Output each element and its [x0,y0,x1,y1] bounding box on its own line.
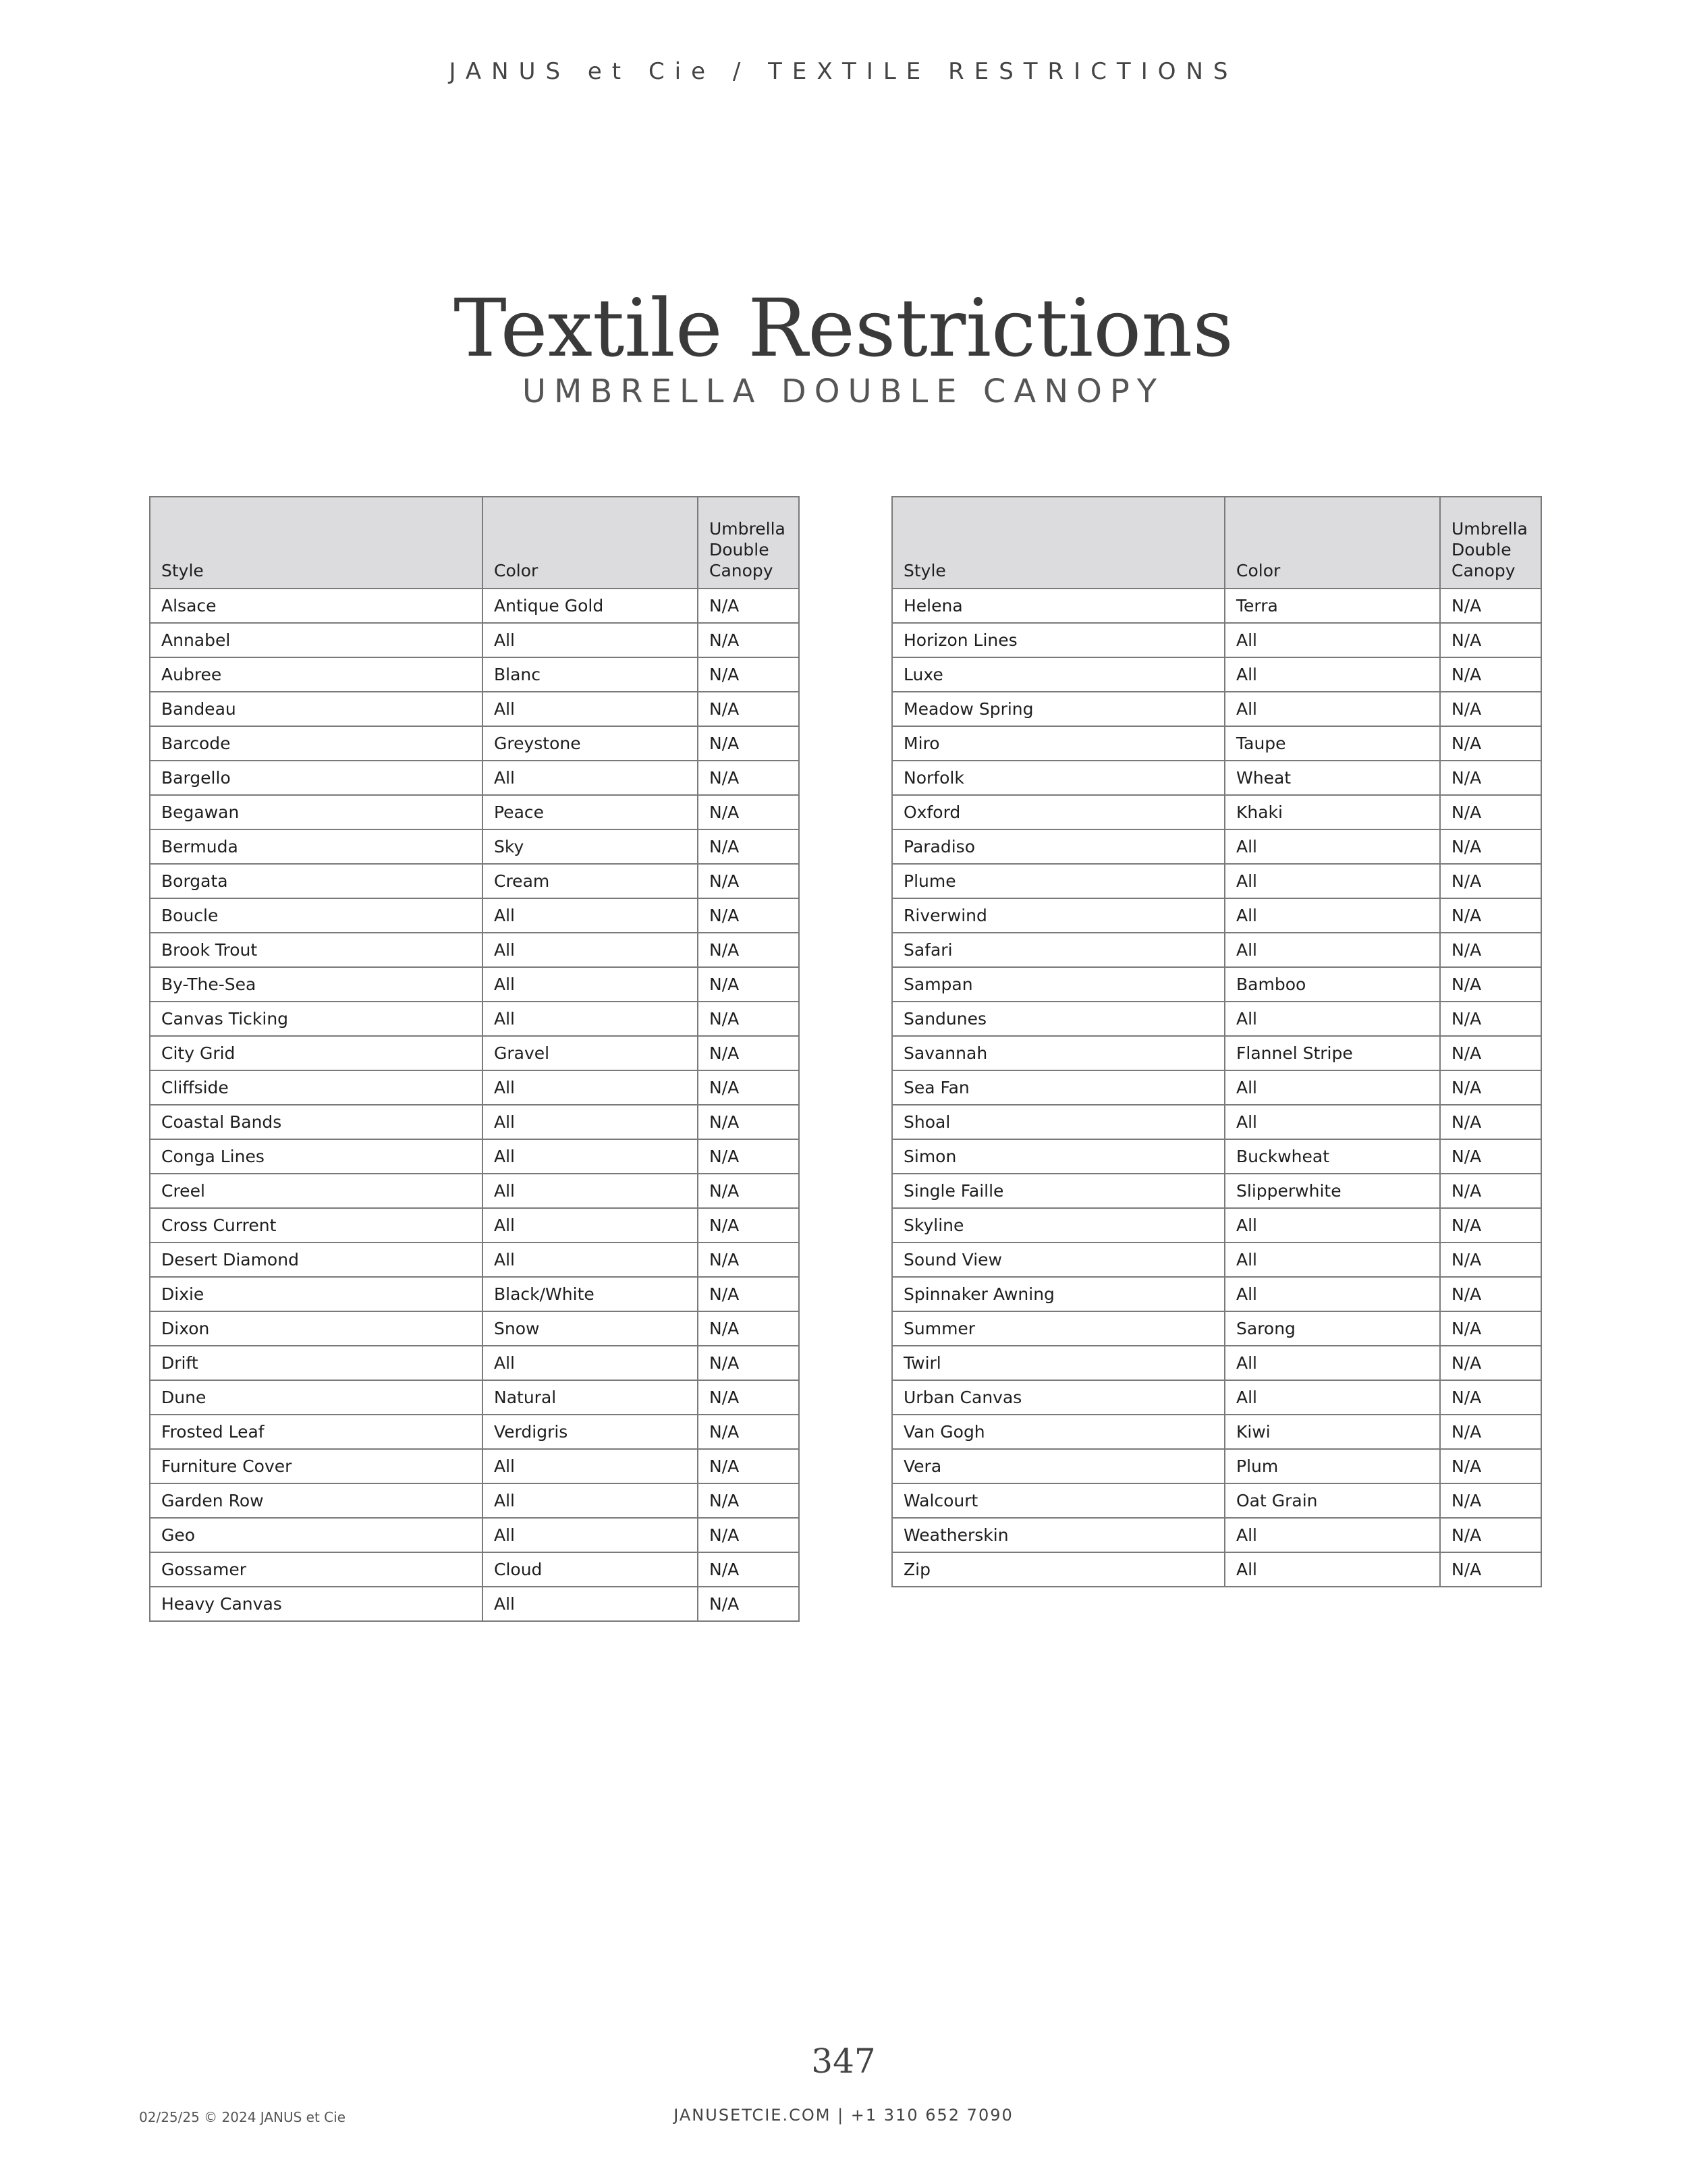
color-cell: All [482,1243,698,1277]
restriction-cell: N/A [1440,933,1541,967]
table-row [150,1311,799,1346]
restriction-cell: N/A [698,1587,799,1621]
color-cell: All [482,761,698,795]
page-subtitle: UMBRELLA DOUBLE CANOPY [522,373,1165,410]
restriction-cell: N/A [698,1415,799,1449]
table-row [150,1277,799,1311]
restriction-cell: N/A [1440,1518,1541,1552]
table-row [892,1105,1541,1139]
color-cell: All [1225,829,1440,864]
table-row [150,1380,799,1415]
table-row [892,657,1541,692]
table-row [892,898,1541,933]
style-cell: Skyline [892,1208,1225,1243]
color-cell: All [1225,1002,1440,1036]
color-cell: Plum [1225,1449,1440,1483]
style-cell: Van Gogh [892,1415,1225,1449]
style-cell: Brook Trout [150,933,482,967]
style-cell: Garden Row [150,1483,482,1518]
restriction-cell: N/A [698,864,799,898]
style-cell: Oxford [892,795,1225,829]
color-cell: Oat Grain [1225,1483,1440,1518]
restriction-cell: N/A [698,761,799,795]
table-row [150,1483,799,1518]
color-cell: Cream [482,864,698,898]
color-cell: Taupe [1225,726,1440,761]
color-cell: Sarong [1225,1311,1440,1346]
color-cell: Natural [482,1380,698,1415]
table-row [892,623,1541,657]
style-cell: Boucle [150,898,482,933]
restriction-cell: N/A [1440,829,1541,864]
style-cell: Drift [150,1346,482,1380]
table-row [150,1552,799,1587]
restriction-cell: N/A [1440,898,1541,933]
style-column-header: Style [150,497,482,589]
restriction-cell: N/A [1440,761,1541,795]
style-cell: Paradiso [892,829,1225,864]
restriction-cell: N/A [698,898,799,933]
table-row [892,1174,1541,1208]
restriction-cell: N/A [1440,623,1541,657]
style-cell: Dixie [150,1277,482,1311]
style-cell: Coastal Bands [150,1105,482,1139]
color-cell: All [482,898,698,933]
color-cell: Black/White [482,1277,698,1311]
table-row [150,1346,799,1380]
color-cell: All [482,1070,698,1105]
style-cell: Heavy Canvas [150,1587,482,1621]
table-row [150,761,799,795]
color-cell: Terra [1225,589,1440,623]
color-cell: All [482,1346,698,1380]
table-row [892,1277,1541,1311]
table-row [892,589,1541,623]
restriction-cell: N/A [698,1518,799,1552]
restriction-cell: N/A [698,657,799,692]
table-row [892,1139,1541,1174]
restriction-cell: N/A [1440,1483,1541,1518]
running-header: JANUS et Cie / TEXTILE RESTRICTIONS [449,58,1238,85]
table-row [892,864,1541,898]
table-row [150,1036,799,1070]
table-row [150,1518,799,1552]
umbrella-column-header: Umbrella Double Canopy [1440,497,1541,589]
table-row [150,933,799,967]
table-row [150,657,799,692]
restriction-cell: N/A [698,589,799,623]
restriction-cell: N/A [1440,967,1541,1002]
color-cell: Sky [482,829,698,864]
style-cell: Geo [150,1518,482,1552]
table-row [892,795,1541,829]
table-row [150,623,799,657]
style-cell: Bargello [150,761,482,795]
restriction-cell: N/A [1440,864,1541,898]
style-cell: Safari [892,933,1225,967]
style-cell: Shoal [892,1105,1225,1139]
style-cell: Cross Current [150,1208,482,1243]
table-row [150,1139,799,1174]
table-row [892,1002,1541,1036]
table-row [892,1208,1541,1243]
restriction-cell: N/A [1440,1002,1541,1036]
table-row [150,726,799,761]
color-cell: All [1225,1346,1440,1380]
restrictions-table-left [149,496,800,1622]
style-cell: Bermuda [150,829,482,864]
restrictions-table-right [891,496,1542,1587]
color-cell: All [1225,933,1440,967]
color-cell: All [482,623,698,657]
color-cell: All [482,1174,698,1208]
style-cell: Furniture Cover [150,1449,482,1483]
table-row [150,1415,799,1449]
table-row [892,829,1541,864]
restriction-cell: N/A [1440,1380,1541,1415]
restriction-cell: N/A [1440,1311,1541,1346]
style-cell: Bandeau [150,692,482,726]
table-row [150,1587,799,1621]
restriction-cell: N/A [1440,1105,1541,1139]
style-cell: Cliffside [150,1070,482,1105]
color-cell: All [1225,1208,1440,1243]
style-cell: Plume [892,864,1225,898]
restriction-cell: N/A [698,1036,799,1070]
restriction-cell: N/A [698,1002,799,1036]
style-cell: Sea Fan [892,1070,1225,1105]
restriction-cell: N/A [1440,1415,1541,1449]
table-row [892,1346,1541,1380]
footer-date-copyright: 02/25/25 © 2024 JANUS et Cie [139,2109,346,2125]
color-cell: All [482,1139,698,1174]
style-cell: Riverwind [892,898,1225,933]
color-cell: Kiwi [1225,1415,1440,1449]
color-cell: All [1225,864,1440,898]
color-cell: All [482,1449,698,1483]
table-row [150,898,799,933]
style-cell: Dune [150,1380,482,1415]
style-cell: Gossamer [150,1552,482,1587]
color-cell: Wheat [1225,761,1440,795]
color-cell: All [482,1483,698,1518]
restriction-cell: N/A [1440,1277,1541,1311]
table-row [150,1002,799,1036]
color-column-header: Color [1225,497,1440,589]
style-cell: Meadow Spring [892,692,1225,726]
restriction-cell: N/A [698,692,799,726]
color-cell: Blanc [482,657,698,692]
restriction-cell: N/A [698,795,799,829]
color-cell: All [482,1587,698,1621]
color-cell: All [1225,1105,1440,1139]
restriction-cell: N/A [1440,726,1541,761]
color-cell: All [1225,1552,1440,1587]
table-row [150,829,799,864]
restriction-cell: N/A [698,623,799,657]
color-cell: All [1225,898,1440,933]
color-cell: Cloud [482,1552,698,1587]
restriction-cell: N/A [1440,1449,1541,1483]
style-cell: Weatherskin [892,1518,1225,1552]
style-column-header: Style [892,497,1225,589]
restriction-cell: N/A [698,1380,799,1415]
page-title: Textile Restrictions [453,281,1234,375]
table-row [150,795,799,829]
restriction-cell: N/A [698,1174,799,1208]
color-cell: All [1225,1070,1440,1105]
style-cell: Frosted Leaf [150,1415,482,1449]
color-cell: Bamboo [1225,967,1440,1002]
style-cell: Conga Lines [150,1139,482,1174]
style-cell: Sampan [892,967,1225,1002]
restriction-cell: N/A [698,726,799,761]
table-row [150,1449,799,1483]
restriction-cell: N/A [698,967,799,1002]
style-cell: Dixon [150,1311,482,1346]
restriction-cell: N/A [1440,1243,1541,1277]
color-cell: Gravel [482,1036,698,1070]
color-cell: All [482,692,698,726]
restriction-cell: N/A [698,933,799,967]
table-row [892,1070,1541,1105]
table-row [892,1518,1541,1552]
style-cell: Helena [892,589,1225,623]
table-row [892,967,1541,1002]
style-cell: Vera [892,1449,1225,1483]
restriction-cell: N/A [1440,692,1541,726]
restriction-cell: N/A [1440,1208,1541,1243]
restriction-cell: N/A [698,1208,799,1243]
style-cell: Creel [150,1174,482,1208]
style-cell: Summer [892,1311,1225,1346]
style-cell: Barcode [150,726,482,761]
restriction-cell: N/A [698,1449,799,1483]
restriction-cell: N/A [698,1139,799,1174]
restriction-cell: N/A [1440,1036,1541,1070]
style-cell: By-The-Sea [150,967,482,1002]
table-row [892,1483,1541,1518]
color-cell: Greystone [482,726,698,761]
page-number: 347 [811,2042,876,2081]
style-cell: Annabel [150,623,482,657]
color-cell: All [1225,657,1440,692]
style-cell: Simon [892,1139,1225,1174]
style-cell: Twirl [892,1346,1225,1380]
color-cell: All [1225,623,1440,657]
color-cell: All [482,1518,698,1552]
color-cell: All [1225,692,1440,726]
table-row [892,1449,1541,1483]
table-row [150,967,799,1002]
style-cell: Urban Canvas [892,1380,1225,1415]
style-cell: Horizon Lines [892,623,1225,657]
style-cell: Sound View [892,1243,1225,1277]
color-cell: All [482,1002,698,1036]
table-row [892,1243,1541,1277]
restriction-cell: N/A [698,1311,799,1346]
table-row [892,1380,1541,1415]
color-cell: All [1225,1243,1440,1277]
style-cell: Sandunes [892,1002,1225,1036]
restriction-cell: N/A [698,1070,799,1105]
restriction-cell: N/A [1440,589,1541,623]
color-cell: All [1225,1277,1440,1311]
style-cell: Luxe [892,657,1225,692]
restriction-cell: N/A [698,1277,799,1311]
footer-contact: JANUSETCIE.COM | +1 310 652 7090 [673,2106,1014,2125]
table-row [892,1036,1541,1070]
table-row [150,1174,799,1208]
restriction-cell: N/A [698,1243,799,1277]
color-cell: All [1225,1380,1440,1415]
table-row [150,864,799,898]
table-row [150,1208,799,1243]
color-cell: Peace [482,795,698,829]
table-row [892,726,1541,761]
table-row [892,761,1541,795]
color-cell: Khaki [1225,795,1440,829]
table-row [892,933,1541,967]
restriction-cell: N/A [1440,1070,1541,1105]
style-cell: Savannah [892,1036,1225,1070]
restriction-cell: N/A [1440,1552,1541,1587]
restriction-cell: N/A [1440,795,1541,829]
table-row [892,1415,1541,1449]
restriction-cell: N/A [1440,657,1541,692]
restriction-cell: N/A [1440,1174,1541,1208]
color-cell: All [1225,1518,1440,1552]
color-cell: Snow [482,1311,698,1346]
style-cell: Canvas Ticking [150,1002,482,1036]
color-cell: Flannel Stripe [1225,1036,1440,1070]
restriction-cell: N/A [698,1346,799,1380]
umbrella-column-header: Umbrella Double Canopy [698,497,799,589]
style-cell: City Grid [150,1036,482,1070]
style-cell: Zip [892,1552,1225,1587]
style-cell: Begawan [150,795,482,829]
color-cell: All [482,1105,698,1139]
restriction-cell: N/A [698,829,799,864]
style-cell: Norfolk [892,761,1225,795]
table-row [150,1105,799,1139]
restriction-cell: N/A [698,1483,799,1518]
style-cell: Walcourt [892,1483,1225,1518]
style-cell: Alsace [150,589,482,623]
color-cell: Antique Gold [482,589,698,623]
color-cell: Slipperwhite [1225,1174,1440,1208]
restriction-cell: N/A [1440,1139,1541,1174]
table-row [150,1070,799,1105]
color-column-header: Color [482,497,698,589]
style-cell: Single Faille [892,1174,1225,1208]
table-row [892,1311,1541,1346]
color-cell: Verdigris [482,1415,698,1449]
table-header-row [150,497,799,589]
style-cell: Aubree [150,657,482,692]
table-header-row [892,497,1541,589]
table-row [892,692,1541,726]
color-cell: All [482,933,698,967]
restriction-cell: N/A [698,1105,799,1139]
restriction-cell: N/A [1440,1346,1541,1380]
restriction-cell: N/A [698,1552,799,1587]
table-row [892,1552,1541,1587]
style-cell: Desert Diamond [150,1243,482,1277]
style-cell: Miro [892,726,1225,761]
color-cell: Buckwheat [1225,1139,1440,1174]
color-cell: All [482,967,698,1002]
table-row [150,589,799,623]
table-row [150,1243,799,1277]
table-row [150,692,799,726]
style-cell: Spinnaker Awning [892,1277,1225,1311]
color-cell: All [482,1208,698,1243]
style-cell: Borgata [150,864,482,898]
